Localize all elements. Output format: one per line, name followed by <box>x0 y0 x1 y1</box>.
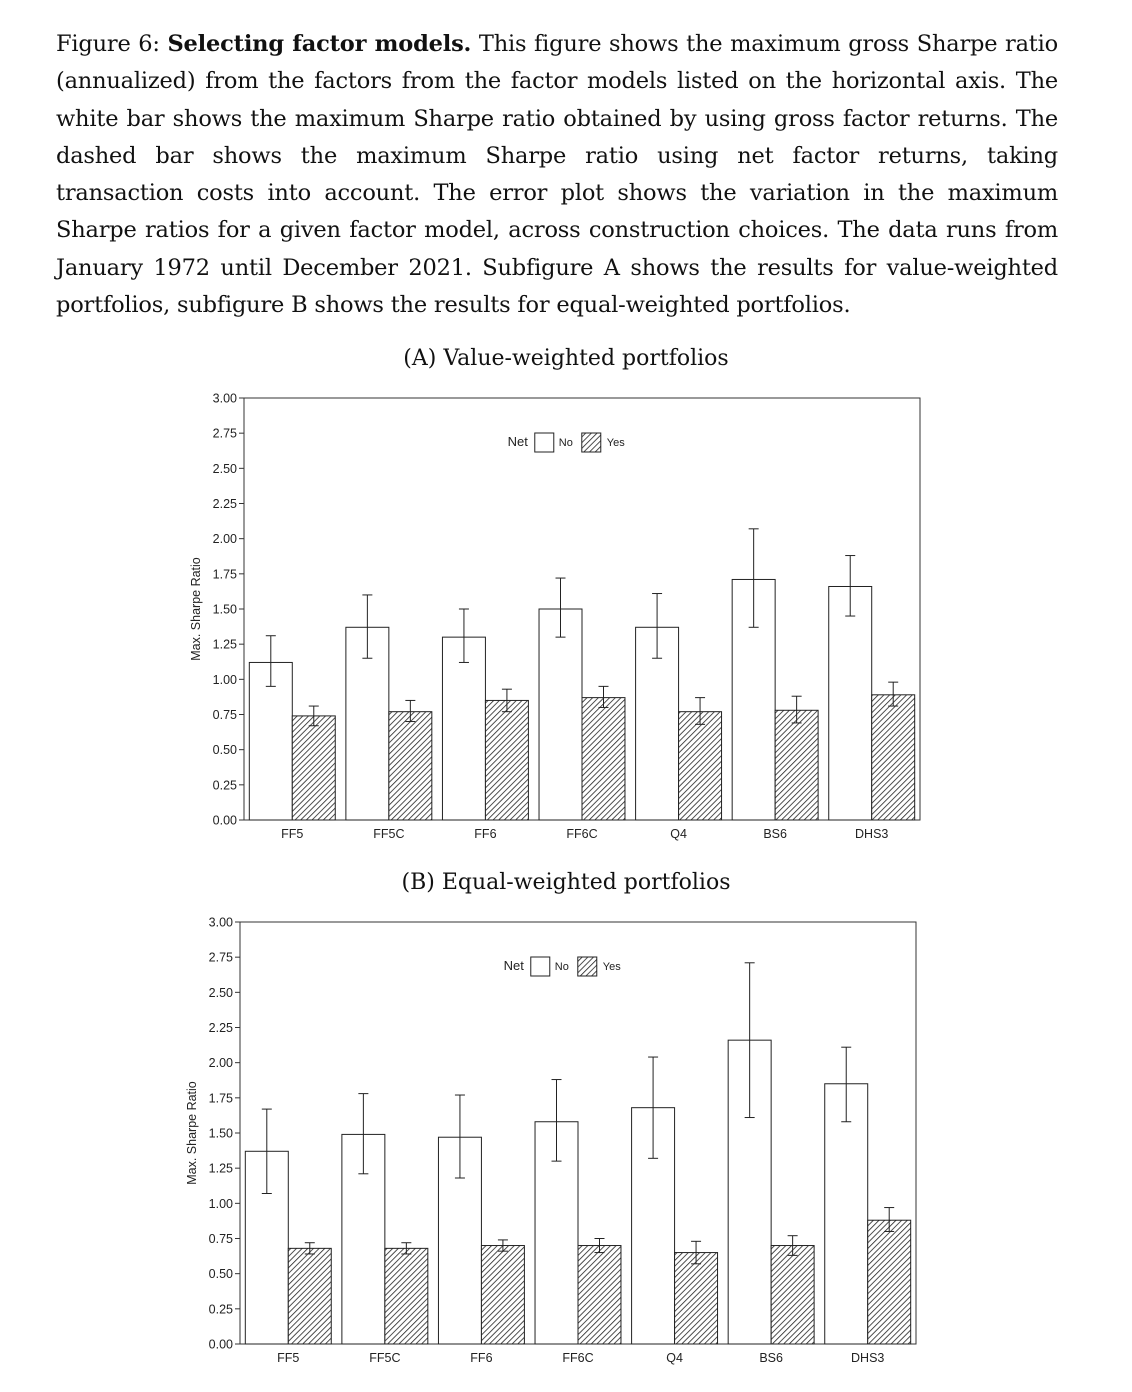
chart-b-bar-yes <box>481 1246 524 1344</box>
chart-b-bar-yes <box>771 1246 814 1344</box>
chart-a-legend-swatch-yes <box>582 433 601 452</box>
chart-a-legend-title: Net <box>507 434 528 449</box>
chart-a <box>189 392 920 842</box>
chart-a-y-tick-label: 3.00 <box>212 391 237 406</box>
chart-b-y-tick-label: 2.75 <box>208 950 233 965</box>
chart-a-x-tick-label: FF6C <box>566 827 598 841</box>
chart-a-bar-no <box>442 637 485 820</box>
chart-a-y-axis-label: Max. Sharpe Ratio <box>189 557 203 661</box>
chart-a-y-tick-label: 0.50 <box>212 743 237 758</box>
chart-b-y-tick-label: 0.25 <box>208 1302 233 1317</box>
chart-b-legend-label-no: No <box>554 961 569 973</box>
chart-a-bar-yes <box>389 712 432 820</box>
chart-b-y-tick-label: 2.00 <box>208 1056 233 1071</box>
chart-a-bar-yes <box>485 700 528 820</box>
chart-a-y-tick-label: 1.50 <box>212 602 237 617</box>
chart-a-bar-yes <box>582 698 625 820</box>
chart-b-y-tick-label: 1.25 <box>208 1161 233 1176</box>
chart-b-y-tick-label: 2.50 <box>208 985 233 1000</box>
chart-a-x-tick-label: BS6 <box>763 827 787 841</box>
chart-b-y-axis-label: Max. Sharpe Ratio <box>185 1081 199 1185</box>
chart-a-bar-no <box>539 609 582 820</box>
chart-b-x-tick-label: BS6 <box>759 1351 783 1365</box>
chart-b-legend-title: Net <box>503 958 524 973</box>
chart-b-y-tick-label: 2.25 <box>208 1021 233 1035</box>
chart-b-x-tick-label: Q4 <box>666 1351 683 1365</box>
chart-b-x-tick-label: FF5 <box>277 1351 300 1365</box>
chart-a-y-tick-label: 2.75 <box>212 426 237 441</box>
figure-label: Figure 6: <box>56 31 160 57</box>
chart-b-bar-yes <box>385 1248 428 1344</box>
chart-b-x-tick-label: FF6 <box>470 1351 493 1365</box>
chart-b-bar-yes <box>675 1253 718 1344</box>
chart-a-legend-swatch-no <box>535 433 554 452</box>
chart-b-y-tick-label: 0.75 <box>208 1232 233 1246</box>
chart-b-legend-swatch-no <box>531 957 550 976</box>
chart-b-y-tick-label: 1.00 <box>208 1196 233 1211</box>
figure-caption-body: This figure shows the maximum gross Sharpe ratio (annualized) from the factors from the factor models listed on the horizontal axis. The white bar shows the maximum Sharpe ratio obtained by using gross factor returns. The dashed bar shows the maximum Sharpe ratio using net factor returns, taking transaction costs into account. The error plot shows the variation in the maximum Sharpe ratios for a given factor model, across construction choices. The data runs from January 1972 until December 2021. Subfigure A shows the results for value-weighted portfolios, subfigure B shows the results for equal-weighted portfolios. <box>56 31 1058 319</box>
chart-a-bar-yes <box>292 716 335 820</box>
chart-b-bar-no <box>825 1084 868 1344</box>
chart-b-x-tick-label: FF6C <box>562 1351 594 1365</box>
chart-a-x-tick-label: FF5C <box>373 827 405 841</box>
chart-a-y-tick-label: 1.75 <box>212 567 237 582</box>
chart-a-bar-yes <box>775 710 818 820</box>
chart-b-bar-yes <box>288 1248 331 1344</box>
chart-b-x-tick-label: DHS3 <box>851 1351 885 1365</box>
chart-a-y-tick-label: 1.00 <box>212 672 237 687</box>
chart-a-legend-label-yes: Yes <box>606 437 625 449</box>
chart-a-y-tick-label: 1.25 <box>212 637 237 652</box>
chart-a-x-tick-label: DHS3 <box>855 827 889 841</box>
chart-a-x-tick-label: FF6 <box>474 827 497 841</box>
chart-b-bar-yes <box>868 1220 911 1344</box>
figure-bold-title: Selecting factor models. <box>167 31 472 57</box>
chart-b-y-tick-label: 0.00 <box>208 1337 233 1352</box>
chart-b-y-tick-label: 0.50 <box>208 1267 233 1282</box>
chart-a-x-tick-label: FF5 <box>281 827 304 841</box>
chart-a-x-tick-label: Q4 <box>670 827 687 841</box>
chart-a-y-tick-label: 2.50 <box>212 461 237 476</box>
chart-b-y-tick-label: 1.75 <box>208 1091 233 1106</box>
chart-a-legend-label-no: No <box>558 437 573 449</box>
chart-b-y-tick-label: 3.00 <box>208 915 233 930</box>
chart-a-y-tick-label: 0.00 <box>212 813 237 828</box>
chart-b-title: (B) Equal-weighted portfolios <box>401 870 731 895</box>
chart-a-y-tick-label: 0.25 <box>212 778 237 793</box>
chart-b-legend-label-yes: Yes <box>602 961 621 973</box>
chart-b-bar-yes <box>578 1246 621 1344</box>
chart-b <box>185 916 916 1366</box>
chart-a-y-tick-label: 0.75 <box>212 708 237 722</box>
chart-a-y-tick-label: 2.25 <box>212 497 237 511</box>
chart-b-y-tick-label: 1.50 <box>208 1126 233 1141</box>
chart-a-bar-no <box>829 586 872 820</box>
chart-a-y-tick-label: 2.00 <box>212 532 237 547</box>
chart-b-legend-swatch-yes <box>578 957 597 976</box>
chart-a-bar-yes <box>679 712 722 820</box>
chart-a-title: (A) Value-weighted portfolios <box>403 346 729 371</box>
chart-a-bar-yes <box>872 695 915 820</box>
chart-b-x-tick-label: FF5C <box>369 1351 401 1365</box>
